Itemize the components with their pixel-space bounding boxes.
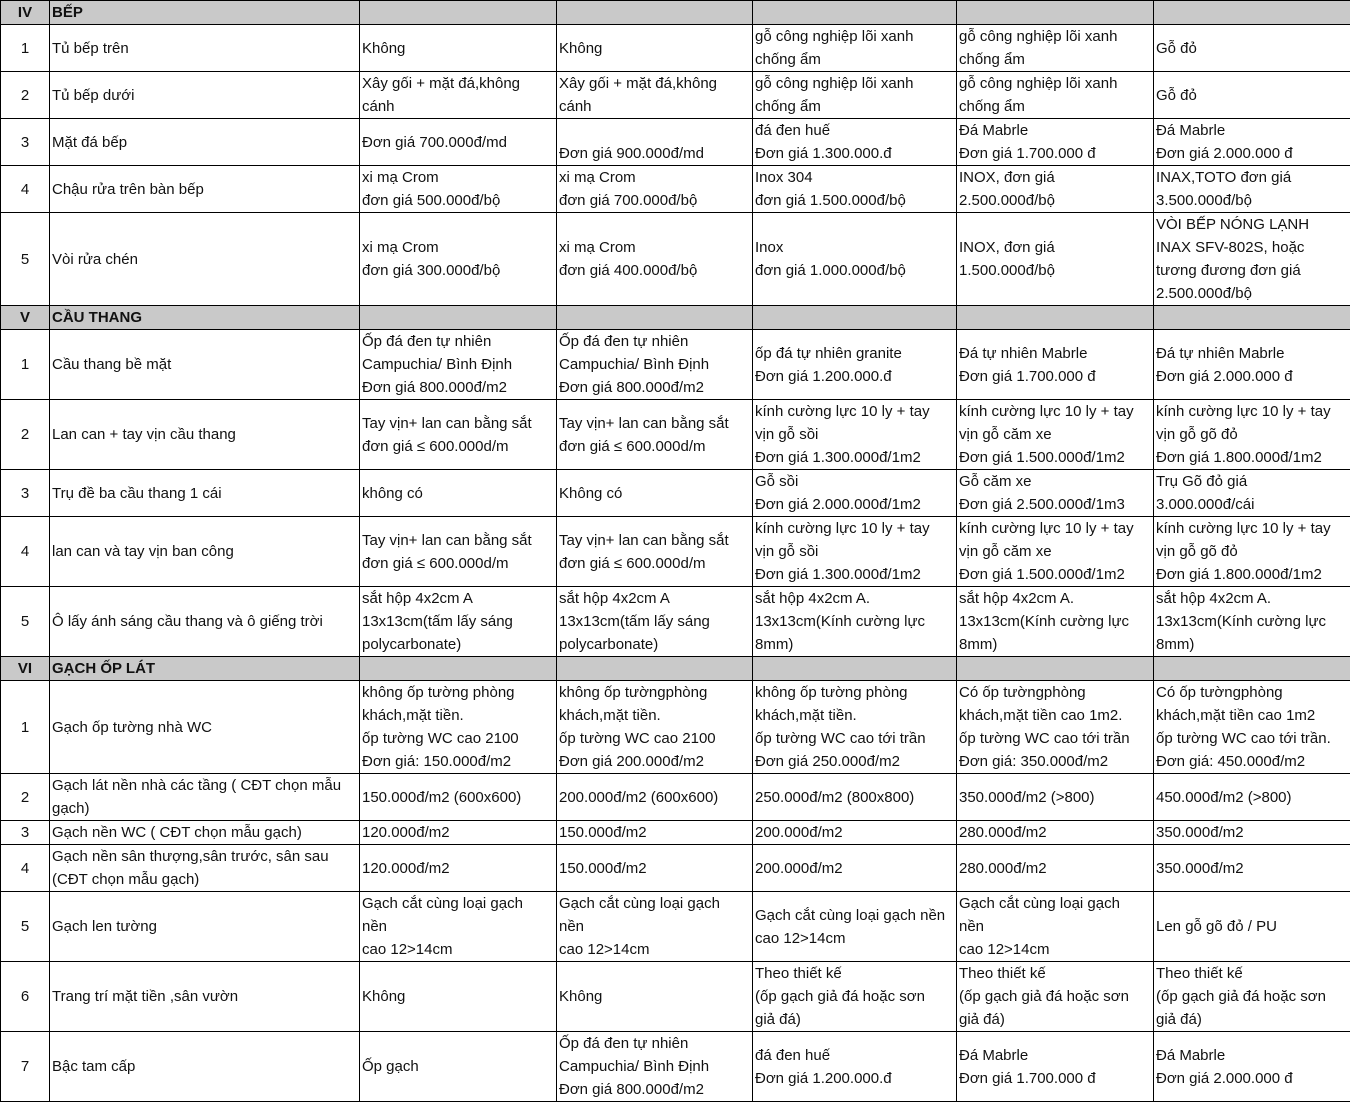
section-empty-cell	[360, 657, 557, 681]
tier-1-cell: Ốp đá đen tự nhiên Campuchia/ Bình Định Đơn giá 800.000đ/m2	[360, 330, 557, 400]
tier-3-cell: kính cường lực 10 ly + tay vịn gỗ sồi Đơn giá 1.300.000đ/1m2	[753, 517, 957, 587]
section-number: IV	[1, 1, 50, 25]
table-row	[1, 845, 1350, 892]
row-number: 3	[1, 821, 50, 845]
tier-2-cell: Tay vịn+ lan can bằng sắt đơn giá ≤ 600.000d/m	[557, 517, 753, 587]
tier-4-cell: gỗ công nghiệp lõi xanh chống ẩm	[957, 25, 1154, 72]
tier-4-cell: 280.000đ/m2	[957, 821, 1154, 845]
item-name: Gạch nền sân thượng,sân trước, sân sau (CĐT chọn mẫu gạch)	[50, 845, 360, 892]
section-header-row	[1, 306, 1350, 330]
tier-4-cell: kính cường lực 10 ly + tay vịn gỗ căm xe Đơn giá 1.500.000đ/1m2	[957, 517, 1154, 587]
table-row	[1, 517, 1350, 587]
section-empty-cell	[957, 1, 1154, 25]
tier-4-cell: 350.000đ/m2 (>800)	[957, 774, 1154, 821]
tier-5-cell: kính cường lực 10 ly + tay vịn gỗ gõ đỏ Đơn giá 1.800.000đ/1m2	[1154, 517, 1350, 587]
item-name: Ô lấy ánh sáng cầu thang và ô giếng trời	[50, 587, 360, 657]
tier-4-cell: Đá Mabrle Đơn giá 1.700.000 đ	[957, 119, 1154, 166]
tier-5-cell: 450.000đ/m2 (>800)	[1154, 774, 1350, 821]
section-empty-cell	[1154, 306, 1350, 330]
tier-5-cell: Đá Mabrle Đơn giá 2.000.000 đ	[1154, 1032, 1350, 1102]
tier-4-cell: Gạch cắt cùng loại gạch nền cao 12>14cm	[957, 892, 1154, 962]
tier-4-cell: INOX, đơn giá 2.500.000đ/bộ	[957, 166, 1154, 213]
tier-2-cell: Tay vịn+ lan can bằng sắt đơn giá ≤ 600.000d/m	[557, 400, 753, 470]
section-empty-cell	[360, 306, 557, 330]
tier-2-cell: 200.000đ/m2 (600x600)	[557, 774, 753, 821]
tier-3-cell: Theo thiết kế (ốp gạch giả đá hoặc sơn giả đá)	[753, 962, 957, 1032]
item-name: Gạch nền WC ( CĐT chọn mẫu gạch)	[50, 821, 360, 845]
row-number: 2	[1, 774, 50, 821]
spec-table-body	[1, 1, 1350, 1102]
table-row	[1, 119, 1350, 166]
tier-3-cell: Gạch cắt cùng loại gạch nền cao 12>14cm	[753, 892, 957, 962]
tier-2-cell: Ốp đá đen tự nhiên Campuchia/ Bình Định Đơn giá 800.000đ/m2	[557, 330, 753, 400]
row-number: 4	[1, 845, 50, 892]
tier-5-cell: Đá tự nhiên Mabrle Đơn giá 2.000.000 đ	[1154, 330, 1350, 400]
tier-3-cell: ốp đá tự nhiên granite Đơn giá 1.200.000.đ	[753, 330, 957, 400]
tier-3-cell: không ốp tường phòng khách,mặt tiền. ốp tường WC cao tới trần Đơn giá 250.000đ/m2	[753, 681, 957, 774]
tier-4-cell: kính cường lực 10 ly + tay vịn gỗ căm xe Đơn giá 1.500.000đ/1m2	[957, 400, 1154, 470]
tier-5-cell: Gỗ đỏ	[1154, 25, 1350, 72]
row-number: 4	[1, 517, 50, 587]
tier-1-cell: 120.000đ/m2	[360, 845, 557, 892]
section-empty-cell	[753, 306, 957, 330]
section-title: BẾP	[50, 1, 360, 25]
row-number: 5	[1, 213, 50, 306]
section-empty-cell	[557, 306, 753, 330]
tier-2-cell: sắt hộp 4x2cm A 13x13cm(tấm lấy sáng polycarbonate)	[557, 587, 753, 657]
tier-3-cell: gỗ công nghiệp lõi xanh chống ẩm	[753, 25, 957, 72]
tier-4-cell: Theo thiết kế (ốp gạch giả đá hoặc sơn giả đá)	[957, 962, 1154, 1032]
item-name: lan can và tay vịn ban công	[50, 517, 360, 587]
tier-4-cell: 280.000đ/m2	[957, 845, 1154, 892]
row-number: 2	[1, 72, 50, 119]
tier-2-cell: 150.000đ/m2	[557, 821, 753, 845]
tier-1-cell: Tay vịn+ lan can bằng sắt đơn giá ≤ 600.000d/m	[360, 400, 557, 470]
row-number: 5	[1, 587, 50, 657]
tier-3-cell: gỗ công nghiệp lõi xanh chống ẩm	[753, 72, 957, 119]
tier-3-cell: 200.000đ/m2	[753, 821, 957, 845]
section-header-row	[1, 657, 1350, 681]
tier-5-cell: kính cường lực 10 ly + tay vịn gỗ gõ đỏ Đơn giá 1.800.000đ/1m2	[1154, 400, 1350, 470]
row-number: 1	[1, 25, 50, 72]
table-row	[1, 962, 1350, 1032]
tier-1-cell: Đơn giá 700.000đ/md	[360, 119, 557, 166]
tier-5-cell: Đá Mabrle Đơn giá 2.000.000 đ	[1154, 119, 1350, 166]
section-header-row	[1, 1, 1350, 25]
item-name: Vòi rửa chén	[50, 213, 360, 306]
tier-5-cell: Trụ Gõ đỏ giá 3.000.000đ/cái	[1154, 470, 1350, 517]
tier-4-cell: Đá Mabrle Đơn giá 1.700.000 đ	[957, 1032, 1154, 1102]
tier-2-cell: xi mạ Crom đơn giá 400.000đ/bộ	[557, 213, 753, 306]
tier-2-cell: không ốp tườngphòng khách,mặt tiền. ốp tường WC cao 2100 Đơn giá 200.000đ/m2	[557, 681, 753, 774]
tier-1-cell: Không	[360, 962, 557, 1032]
item-name: Tủ bếp dưới	[50, 72, 360, 119]
row-number: 7	[1, 1032, 50, 1102]
tier-5-cell: VÒI BẾP NÓNG LẠNH INAX SFV-802S, hoặc tương đương đơn giá 2.500.000đ/bộ	[1154, 213, 1350, 306]
tier-3-cell: Inox đơn giá 1.000.000đ/bộ	[753, 213, 957, 306]
table-row	[1, 774, 1350, 821]
tier-2-cell: Ốp đá đen tự nhiên Campuchia/ Bình Định Đơn giá 800.000đ/m2	[557, 1032, 753, 1102]
table-row	[1, 892, 1350, 962]
row-number: 2	[1, 400, 50, 470]
table-row	[1, 25, 1350, 72]
table-row	[1, 400, 1350, 470]
tier-3-cell: 200.000đ/m2	[753, 845, 957, 892]
tier-5-cell: Theo thiết kế (ốp gạch giả đá hoặc sơn giả đá)	[1154, 962, 1350, 1032]
tier-2-cell: Xây gối + mặt đá,không cánh	[557, 72, 753, 119]
section-empty-cell	[957, 657, 1154, 681]
tier-1-cell: không ốp tường phòng khách,mặt tiền. ốp tường WC cao 2100 Đơn giá: 150.000đ/m2	[360, 681, 557, 774]
table-row	[1, 1032, 1350, 1102]
tier-4-cell: Gỗ căm xe Đơn giá 2.500.000đ/1m3	[957, 470, 1154, 517]
tier-5-cell: Len gỗ gõ đỏ / PU	[1154, 892, 1350, 962]
section-title: CẦU THANG	[50, 306, 360, 330]
item-name: Trang trí mặt tiền ,sân vườn	[50, 962, 360, 1032]
section-empty-cell	[557, 1, 753, 25]
tier-2-cell: Gạch cắt cùng loại gạch nền cao 12>14cm	[557, 892, 753, 962]
item-name: Gạch len tường	[50, 892, 360, 962]
section-empty-cell	[753, 657, 957, 681]
row-number: 3	[1, 470, 50, 517]
tier-4-cell: gỗ công nghiệp lõi xanh chống ẩm	[957, 72, 1154, 119]
tier-5-cell: Có ốp tườngphòng khách,mặt tiền cao 1m2 ốp tường WC cao tới trần. Đơn giá: 450.000đ/m2	[1154, 681, 1350, 774]
tier-1-cell: xi mạ Crom đơn giá 500.000đ/bộ	[360, 166, 557, 213]
table-row	[1, 330, 1350, 400]
item-name: Gạch ốp tường nhà WC	[50, 681, 360, 774]
tier-2-cell: Đơn giá 900.000đ/md	[557, 119, 753, 166]
tier-3-cell: Gỗ sồi Đơn giá 2.000.000đ/1m2	[753, 470, 957, 517]
tier-4-cell: Có ốp tườngphòng khách,mặt tiền cao 1m2. ốp tường WC cao tới trần Đơn giá: 350.000đ/m2	[957, 681, 1154, 774]
table-row	[1, 166, 1350, 213]
tier-1-cell: Gạch cắt cùng loại gạch nền cao 12>14cm	[360, 892, 557, 962]
table-row	[1, 470, 1350, 517]
item-name: Cầu thang bề mặt	[50, 330, 360, 400]
row-number: 1	[1, 330, 50, 400]
tier-1-cell: 150.000đ/m2 (600x600)	[360, 774, 557, 821]
section-empty-cell	[957, 306, 1154, 330]
tier-3-cell: đá đen huế Đơn giá 1.200.000.đ	[753, 1032, 957, 1102]
tier-2-cell: 150.000đ/m2	[557, 845, 753, 892]
row-number: 5	[1, 892, 50, 962]
table-row	[1, 681, 1350, 774]
row-number: 1	[1, 681, 50, 774]
item-name: Lan can + tay vịn cầu thang	[50, 400, 360, 470]
tier-2-cell: xi mạ Crom đơn giá 700.000đ/bộ	[557, 166, 753, 213]
section-number: V	[1, 306, 50, 330]
tier-4-cell: INOX, đơn giá 1.500.000đ/bộ	[957, 213, 1154, 306]
table-row	[1, 72, 1350, 119]
item-name: Gạch lát nền nhà các tầng ( CĐT chọn mẫu gạch)	[50, 774, 360, 821]
tier-5-cell: sắt hộp 4x2cm A. 13x13cm(Kính cường lực 8mm)	[1154, 587, 1350, 657]
tier-2-cell: Không có	[557, 470, 753, 517]
row-number: 3	[1, 119, 50, 166]
tier-1-cell: Tay vịn+ lan can bằng sắt đơn giá ≤ 600.000d/m	[360, 517, 557, 587]
tier-5-cell: Gỗ đỏ	[1154, 72, 1350, 119]
tier-4-cell: sắt hộp 4x2cm A. 13x13cm(Kính cường lực 8mm)	[957, 587, 1154, 657]
tier-5-cell: 350.000đ/m2	[1154, 821, 1350, 845]
tier-3-cell: sắt hộp 4x2cm A. 13x13cm(Kính cường lực 8mm)	[753, 587, 957, 657]
tier-5-cell: INAX,TOTO đơn giá 3.500.000đ/bộ	[1154, 166, 1350, 213]
section-empty-cell	[753, 1, 957, 25]
tier-3-cell: đá đen huế Đơn giá 1.300.000.đ	[753, 119, 957, 166]
row-number: 6	[1, 962, 50, 1032]
tier-5-cell: 350.000đ/m2	[1154, 845, 1350, 892]
item-name: Chậu rửa trên bàn bếp	[50, 166, 360, 213]
tier-1-cell: không có	[360, 470, 557, 517]
section-empty-cell	[1154, 657, 1350, 681]
tier-1-cell: Ốp gạch	[360, 1032, 557, 1102]
item-name: Trụ đề ba cầu thang 1 cái	[50, 470, 360, 517]
tier-1-cell: sắt hộp 4x2cm A 13x13cm(tấm lấy sáng polycarbonate)	[360, 587, 557, 657]
table-row	[1, 821, 1350, 845]
section-empty-cell	[557, 657, 753, 681]
item-name: Bậc tam cấp	[50, 1032, 360, 1102]
item-name: Mặt đá bếp	[50, 119, 360, 166]
tier-3-cell: Inox 304 đơn giá 1.500.000đ/bộ	[753, 166, 957, 213]
tier-1-cell: Xây gối + mặt đá,không cánh	[360, 72, 557, 119]
tier-1-cell: xi mạ Crom đơn giá 300.000đ/bộ	[360, 213, 557, 306]
tier-4-cell: Đá tự nhiên Mabrle Đơn giá 1.700.000 đ	[957, 330, 1154, 400]
row-number: 4	[1, 166, 50, 213]
section-empty-cell	[1154, 1, 1350, 25]
table-row	[1, 213, 1350, 306]
tier-2-cell: Không	[557, 962, 753, 1032]
item-name: Tủ bếp trên	[50, 25, 360, 72]
section-number: VI	[1, 657, 50, 681]
tier-1-cell: Không	[360, 25, 557, 72]
tier-1-cell: 120.000đ/m2	[360, 821, 557, 845]
tier-3-cell: kính cường lực 10 ly + tay vịn gỗ sồi Đơn giá 1.300.000đ/1m2	[753, 400, 957, 470]
tier-3-cell: 250.000đ/m2 (800x800)	[753, 774, 957, 821]
tier-2-cell: Không	[557, 25, 753, 72]
section-empty-cell	[360, 1, 557, 25]
table-row	[1, 587, 1350, 657]
section-title: GẠCH ỐP LÁT	[50, 657, 360, 681]
